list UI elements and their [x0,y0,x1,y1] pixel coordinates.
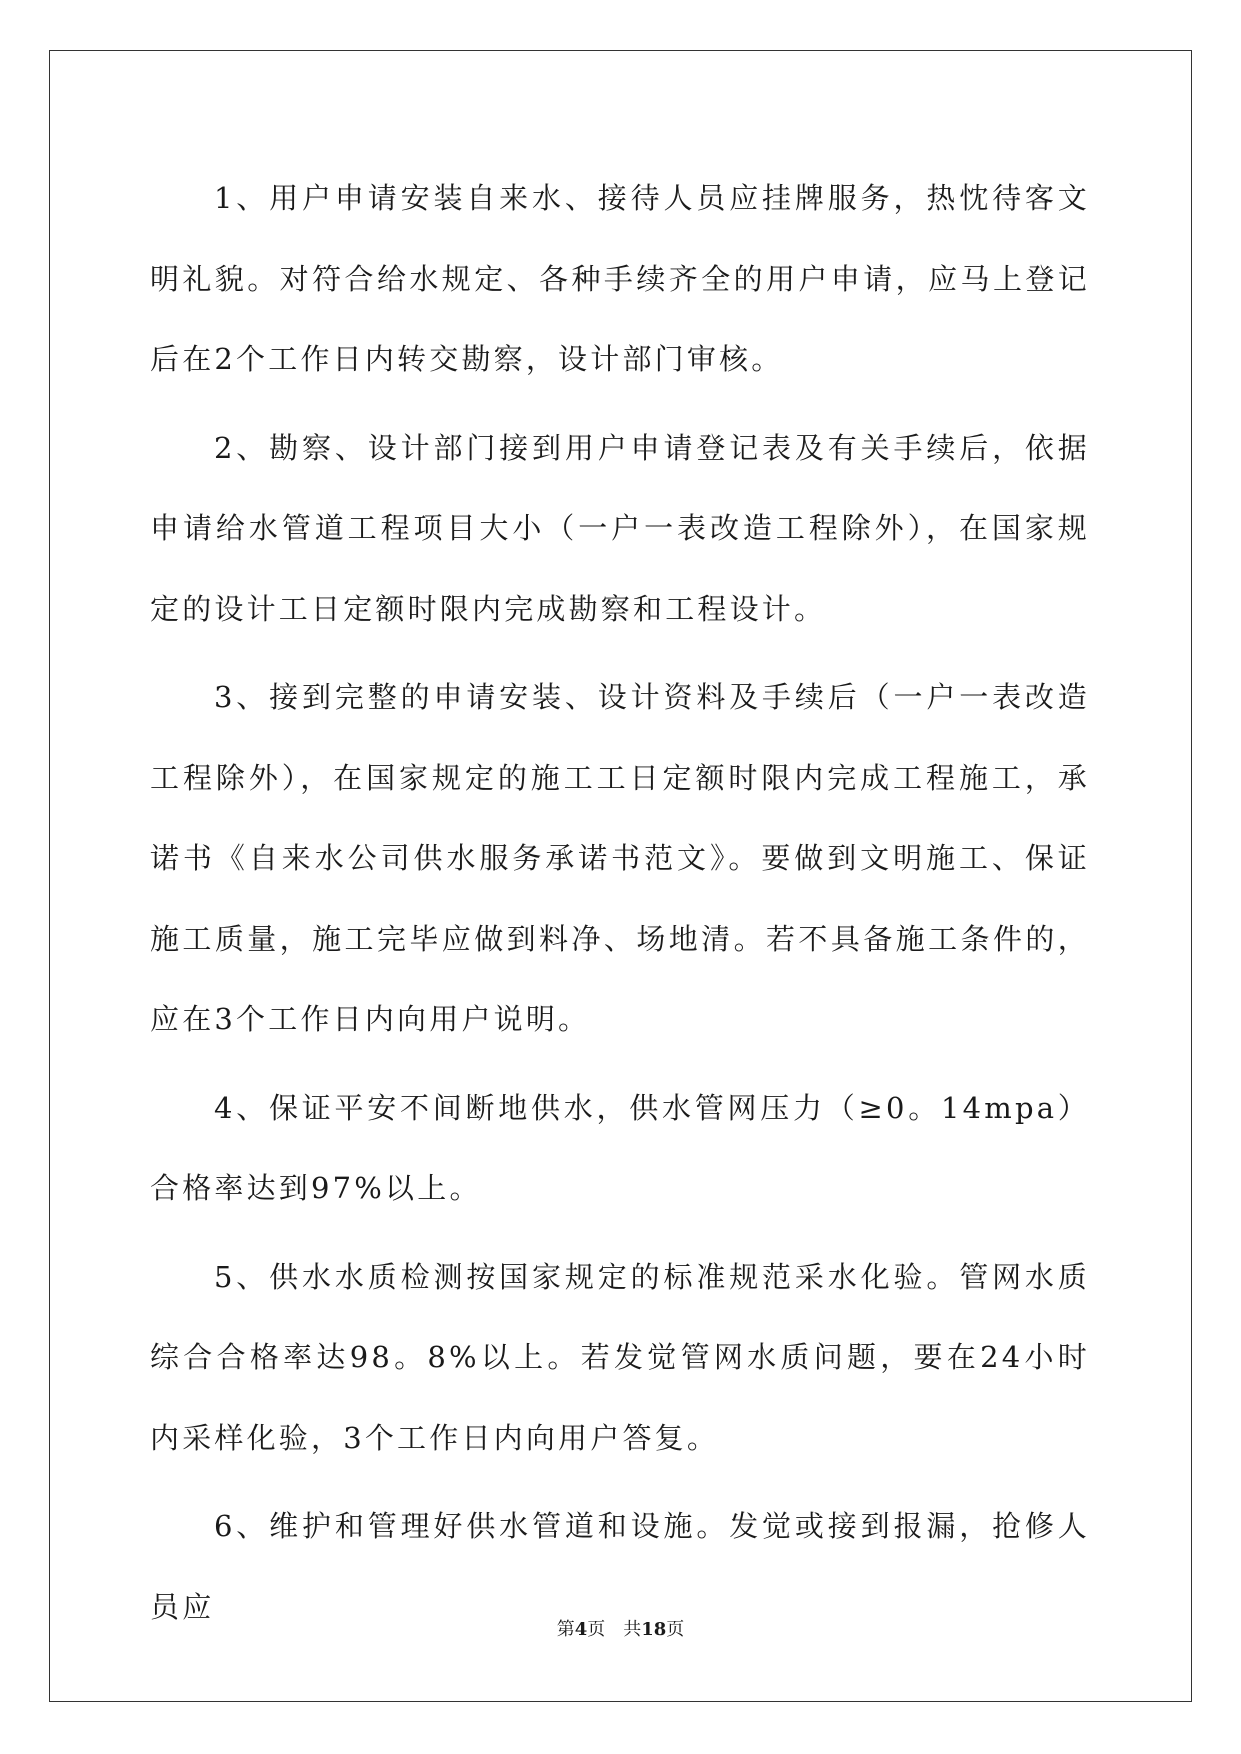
paragraph-5: 5、供水水质检测按国家规定的标准规范采水化验。管网水质综合合格率达98。8%以上。若发觉管网水质问题，要在24小时内采样化验，3个工作日内向用户答复。 [150,1259,1090,1455]
paragraph-1: 1、用户申请安装自来水、接待人员应挂牌服务，热忱待客文明礼貌。对符合给水规定、各种手续齐全的用户申请，应马上登记后在2个工作日内转交勘察，设计部门审核。 [150,181,1090,376]
footer-total-pages: 18 [641,1619,667,1640]
page-footer [0,1615,1241,1641]
footer-page-suffix: 页 [587,1619,606,1640]
footer-current-page: 4 [574,1619,588,1640]
paragraph-4: 4、保证平安不间断地供水，供水管网压力（≥0。14mpa）合格率达到97%以上。 [150,1090,1090,1205]
footer-prefix: 第 [556,1619,575,1640]
paragraph-3: 3、接到完整的申请安装、设计资料及手续后（一户一表改造工程除外），在国家规定的施工工日定额时限内完成工程施工，承诺书《自来水公司供水服务承诺书范文》。要做到文明施工、保证施工质量，施工完毕应做到料净、场地清。若不具备施工条件的，应在3个工作日内向用户说明。 [150,680,1090,1036]
footer-total-suffix: 页 [666,1619,685,1640]
paragraph-6: 6、维护和管理好供水管道和设施。发觉或接到报漏，抢修人员应 [150,1509,1090,1624]
footer-total-prefix: 共 [623,1619,642,1640]
document-body [150,158,1090,1655]
paragraph-2: 2、勘察、设计部门接到用户申请登记表及有关手续后，依据申请给水管道工程项目大小（一户一表改造工程除外），在国家规定的设计工日定额时限内完成勘察和工程设计。 [150,430,1090,626]
